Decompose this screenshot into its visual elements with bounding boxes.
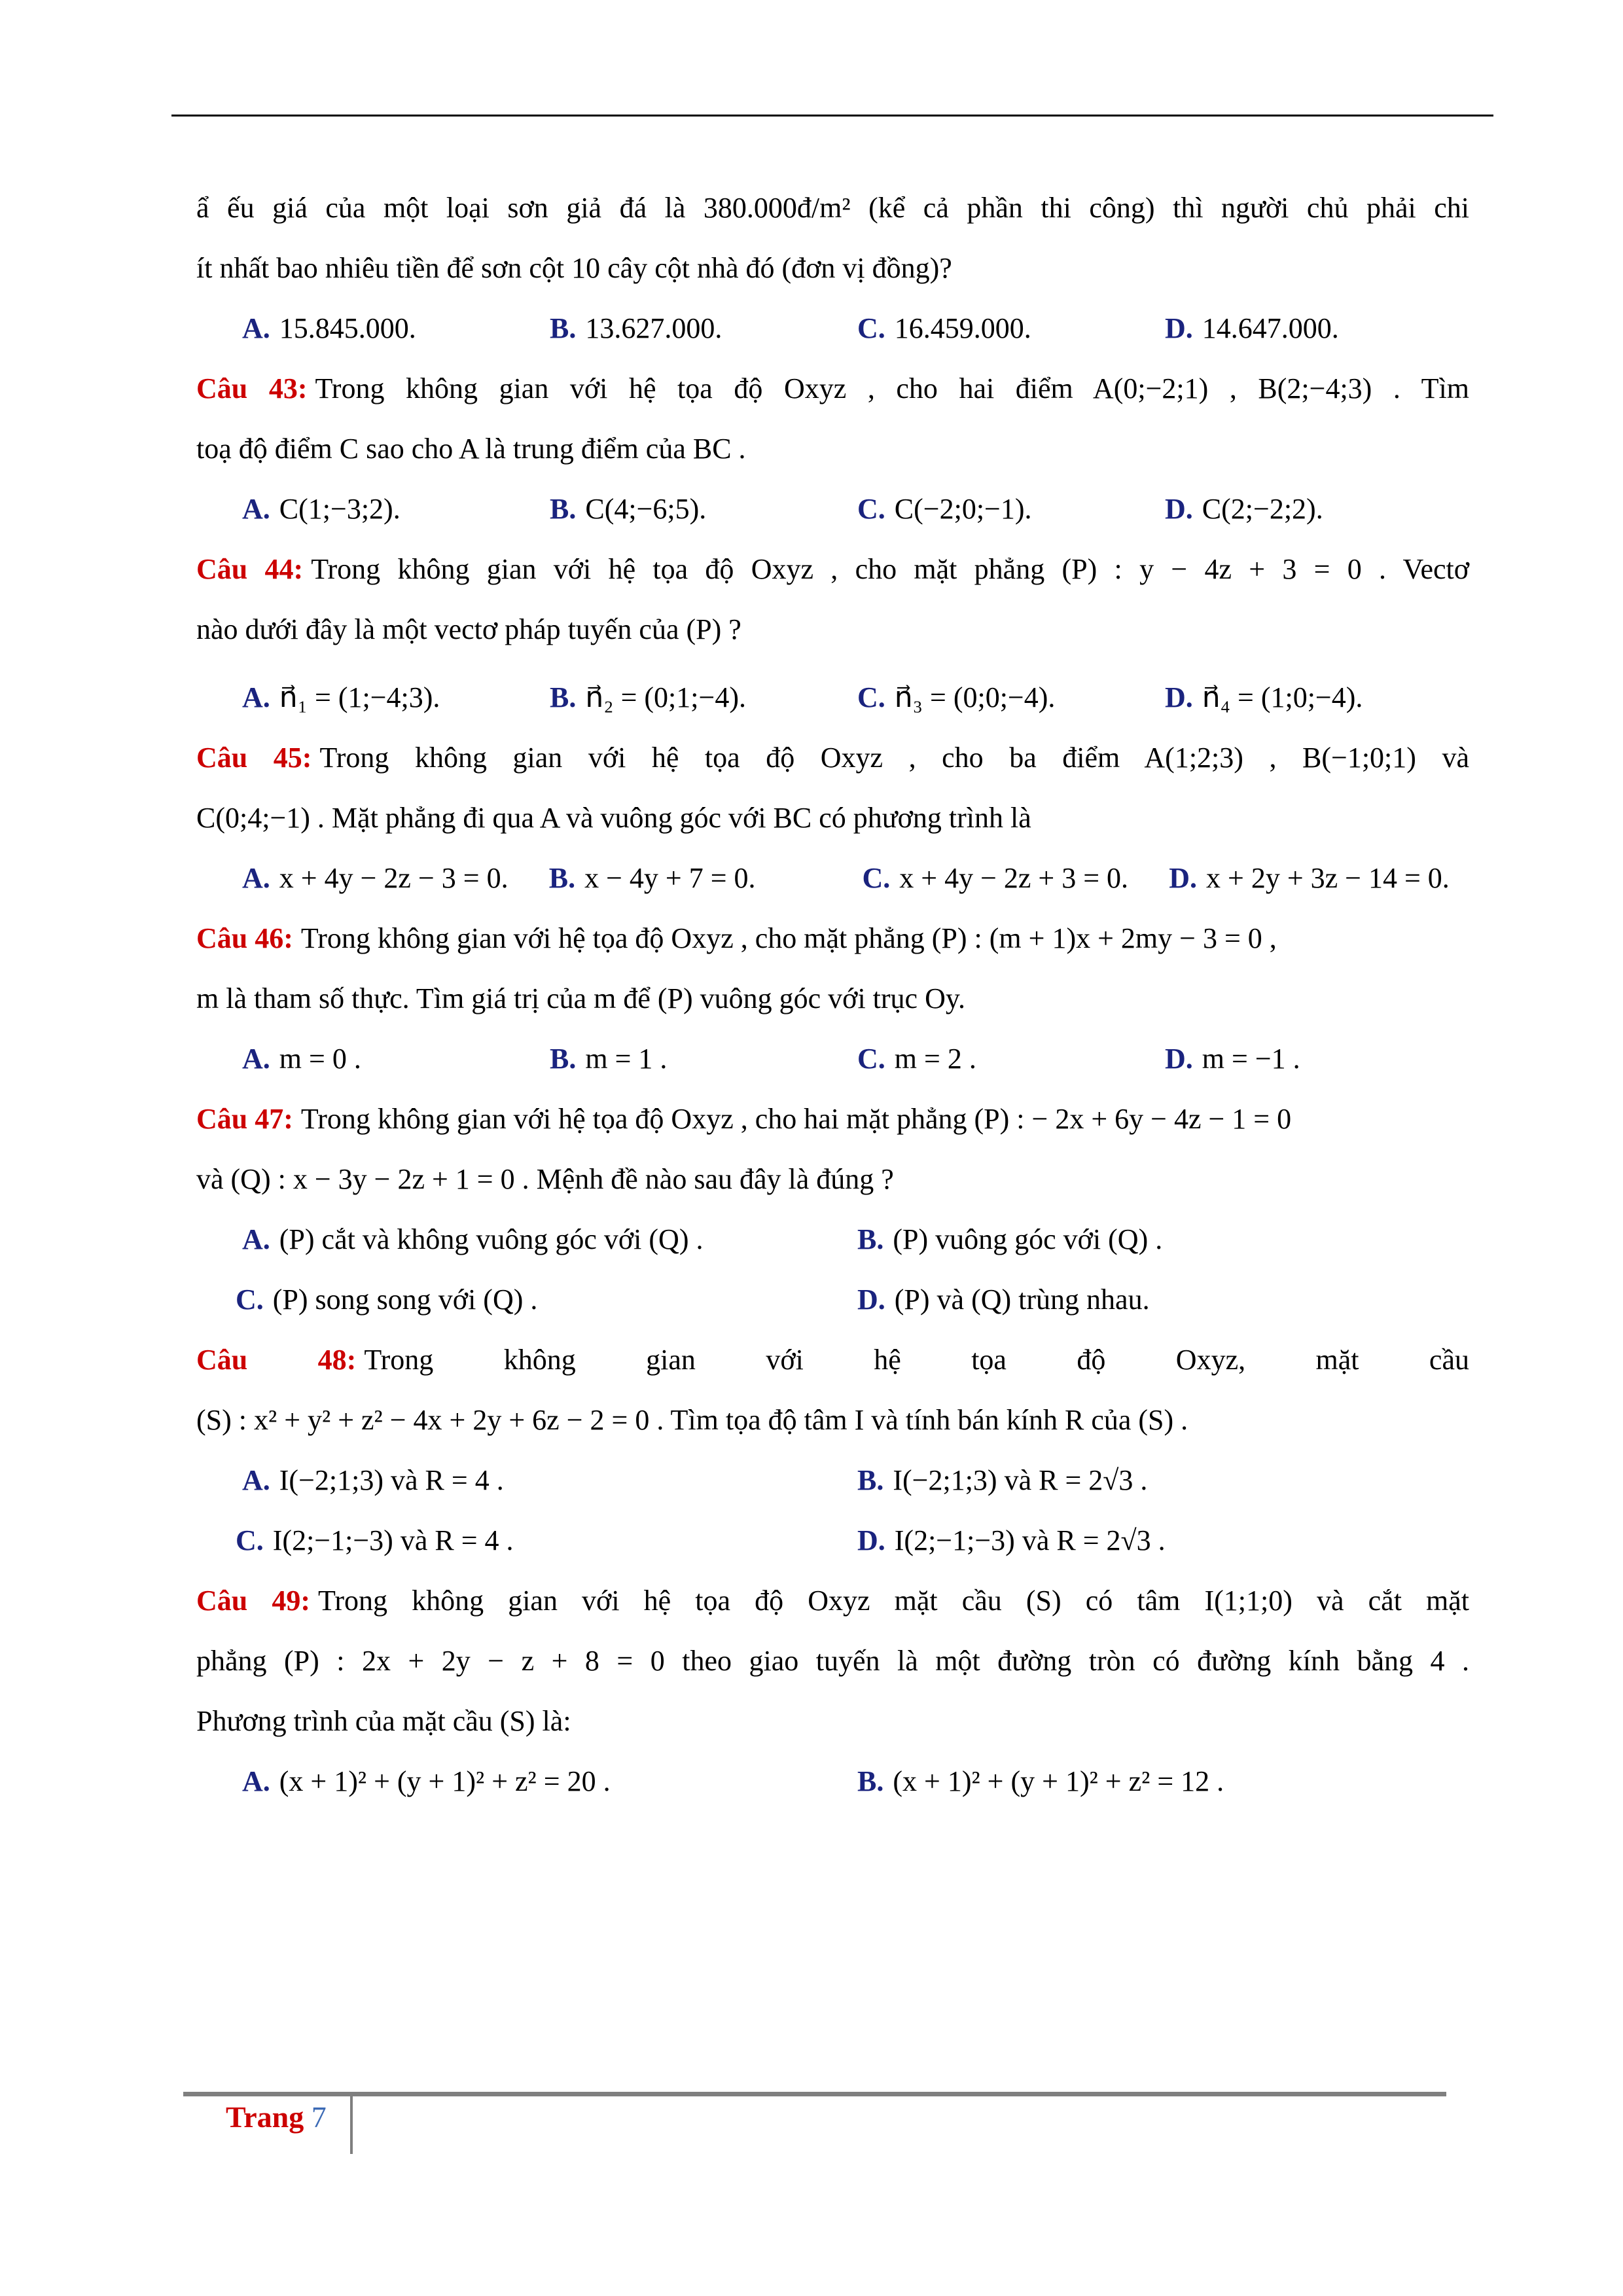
header-rule [171,115,1493,117]
question-44-line-2: nào dưới đây là một vectơ pháp tuyến của (P) ? [196,613,741,645]
option-c [857,679,1165,716]
option-text: x + 2y + 3z − 14 = 0. [1206,862,1450,894]
question-49-line-2: phẳng (P) : 2x + 2y − z + 8 = 0 theo giao tuyến là một đường tròn có đường kính bằng 4 . [196,1645,1469,1677]
option-label: D. [1165,312,1193,344]
question-label: Câu 44: [196,553,304,585]
option-text: C(1;−3;2). [279,493,401,525]
option-label: C. [236,1524,264,1556]
option-label: A. [242,681,270,713]
option-label: C. [236,1283,264,1316]
option-b [549,860,863,897]
footer-divider [350,2092,353,2154]
option-text: I(−2;1;3) và R = 4 . [279,1464,504,1496]
option-text: 16.459.000. [894,312,1031,344]
option-text: 13.627.000. [585,312,722,344]
option-label: C. [862,862,891,894]
q47-options-row-2 [196,1282,1469,1318]
option-text: x + 4y − 2z − 3 = 0. [279,862,508,894]
option-label: B. [550,312,577,344]
option-label: A. [242,493,270,525]
question-48-line-2: (S) : x² + y² + z² − 4x + 2y + 6z − 2 = 0 . Tìm tọa độ tâm I và tính bán kính R của (S) . [196,1404,1188,1436]
question-text: Trong không gian với hệ tọa độ Oxyz , cho mặt phẳng (P) : (m + 1)x + 2my − 3 = 0 , [300,922,1277,954]
question-46-line-2: m là tham số thực. Tìm giá trị của m để (P) vuông góc với trục Oy. [196,982,966,1014]
option-text: m = 0 . [279,1043,361,1075]
option-a [242,1763,857,1800]
q43-options [196,491,1469,528]
option-text: I(−2;1;3) và R = 2√3 . [893,1464,1148,1496]
option-label: A. [242,1223,270,1255]
option-b [550,1041,857,1077]
option-label: A. [242,1464,270,1496]
option-label: D. [1165,1043,1193,1075]
option-text: n⃗₄ = (1;0;−4). [1202,681,1363,713]
option-label: D. [857,1524,885,1556]
question-label: Câu 43: [196,372,308,404]
option-d [1165,491,1472,528]
question-48 [196,1342,1469,1378]
question-text: Trong không gian với hệ tọa độ Oxyz , cho hai mặt phẳng (P) : − 2x + 6y − 4z − 1 = 0 [300,1103,1292,1135]
option-text: I(2;−1;−3) và R = 4 . [272,1524,514,1556]
question-44 [196,551,1469,588]
option-b [550,310,857,347]
option-text: C(4;−6;5). [585,493,707,525]
footer-rule [183,2092,1446,2096]
q47-options-row-1 [196,1221,1469,1258]
option-label: B. [550,681,577,713]
intro-line-1: ẩ ếu giá của một loại sơn giả đá là 380.000đ/m² (kể cả phần thi công) thì người chủ phải chi [196,192,1469,224]
option-label: B. [548,862,576,894]
question-label: Câu 45: [196,742,312,774]
option-text: (x + 1)² + (y + 1)² + z² = 20 . [279,1765,611,1797]
q48-options-row-1 [196,1462,1469,1499]
option-text: m = 2 . [894,1043,976,1075]
question-text: Trong không gian với hệ tọa độ Oxyz, mặt cầu [364,1344,1469,1376]
option-text: x − 4y + 7 = 0. [584,862,756,894]
option-label: B. [550,1043,577,1075]
option-label: C. [857,681,885,713]
page-content [196,190,1469,1800]
option-label: C. [857,312,885,344]
option-label: C. [857,1043,885,1075]
question-text: Trong không gian với hệ tọa độ Oxyz , cho mặt phẳng (P) : y − 4z + 3 = 0 . Vectơ [311,553,1469,585]
option-text: m = −1 . [1202,1043,1300,1075]
question-label: Câu 49: [196,1585,311,1617]
option-a [242,1221,857,1258]
question-45 [196,740,1469,776]
question-47-line-2: và (Q) : x − 3y − 2z + 1 = 0 . Mệnh đề nào sau đây là đúng ? [196,1163,894,1195]
question-46 [196,920,1469,957]
option-text: x + 4y − 2z + 3 = 0. [899,862,1129,894]
option-text: n⃗₂ = (0;1;−4). [585,681,746,713]
question-text: Trong không gian với hệ tọa độ Oxyz , cho ba điểm A(1;2;3) , B(−1;0;1) và [319,742,1469,774]
option-label: D. [1169,862,1197,894]
page-footer [226,2098,327,2137]
option-c [857,491,1165,528]
option-label: A. [242,1765,270,1797]
question-47 [196,1101,1469,1138]
option-text: C(2;−2;2). [1202,493,1323,525]
option-c [857,310,1165,347]
option-a [242,310,550,347]
page-number: 7 [311,2100,327,2134]
option-label: B. [857,1464,884,1496]
page-label: Trang [226,2100,304,2134]
option-text: (P) vuông góc với (Q) . [893,1223,1163,1255]
q42-options [196,310,1469,347]
option-label: A. [242,1043,270,1075]
option-b [550,679,857,716]
option-label: A. [242,312,270,344]
option-b [857,1763,1472,1800]
option-label: B. [857,1765,884,1797]
option-text: m = 1 . [585,1043,668,1075]
option-label: A. [242,862,270,894]
option-d [1165,1041,1472,1077]
question-43 [196,370,1469,407]
q45-options [196,860,1469,897]
option-d [1165,310,1472,347]
option-text: 15.845.000. [279,312,416,344]
option-c [236,1282,857,1318]
option-a [242,491,550,528]
question-45-line-2: C(0;4;−1) . Mặt phẳng đi qua A và vuông góc với BC có phương trình là [196,802,1031,834]
q48-options-row-2 [196,1522,1469,1559]
question-text: Trong không gian với hệ tọa độ Oxyz , cho hai điểm A(0;−2;1) , B(2;−4;3) . Tìm [315,372,1469,404]
option-label: D. [1165,681,1193,713]
option-label: D. [1165,493,1193,525]
option-label: D. [857,1283,885,1316]
option-label: C. [857,493,885,525]
option-text: (P) cắt và không vuông góc với (Q) . [279,1223,704,1255]
question-49 [196,1583,1469,1619]
q49-options [196,1763,1469,1800]
question-43-line-2: toạ độ điểm C sao cho A là trung điểm của BC . [196,433,746,465]
option-text: n⃗₃ = (0;0;−4). [894,681,1056,713]
option-text: I(2;−1;−3) và R = 2√3 . [894,1524,1166,1556]
option-b [857,1221,1472,1258]
option-label: B. [550,493,577,525]
question-text: Trong không gian với hệ tọa độ Oxyz mặt cầu (S) có tâm I(1;1;0) và cắt mặt [318,1585,1469,1617]
question-label: Câu 47: [196,1103,293,1135]
option-a [242,679,550,716]
option-text: (P) song song với (Q) . [272,1283,538,1316]
question-label: Câu 48: [196,1344,357,1376]
option-c [862,860,1169,897]
option-d [1165,679,1472,716]
option-text: n⃗₁ = (1;−4;3). [279,681,440,713]
option-text: (P) và (Q) trùng nhau. [894,1283,1150,1316]
option-a [242,1462,857,1499]
option-text: C(−2;0;−1). [894,493,1032,525]
option-a [242,860,549,897]
question-label: Câu 46: [196,922,293,954]
option-a [242,1041,550,1077]
option-label: B. [857,1223,884,1255]
option-c [857,1041,1165,1077]
option-text: (x + 1)² + (y + 1)² + z² = 12 . [893,1765,1224,1797]
option-d [857,1522,1472,1559]
q44-options [196,679,1469,716]
option-d [1169,860,1469,897]
option-d [857,1282,1472,1318]
intro-line-2: ít nhất bao nhiêu tiền để sơn cột 10 cây cột nhà đó (đơn vị đồng)? [196,252,952,284]
option-b [857,1462,1472,1499]
option-c [236,1522,857,1559]
option-text: 14.647.000. [1202,312,1339,344]
question-49-line-3: Phương trình của mặt cầu (S) là: [196,1705,571,1737]
option-b [550,491,857,528]
q46-options [196,1041,1469,1077]
